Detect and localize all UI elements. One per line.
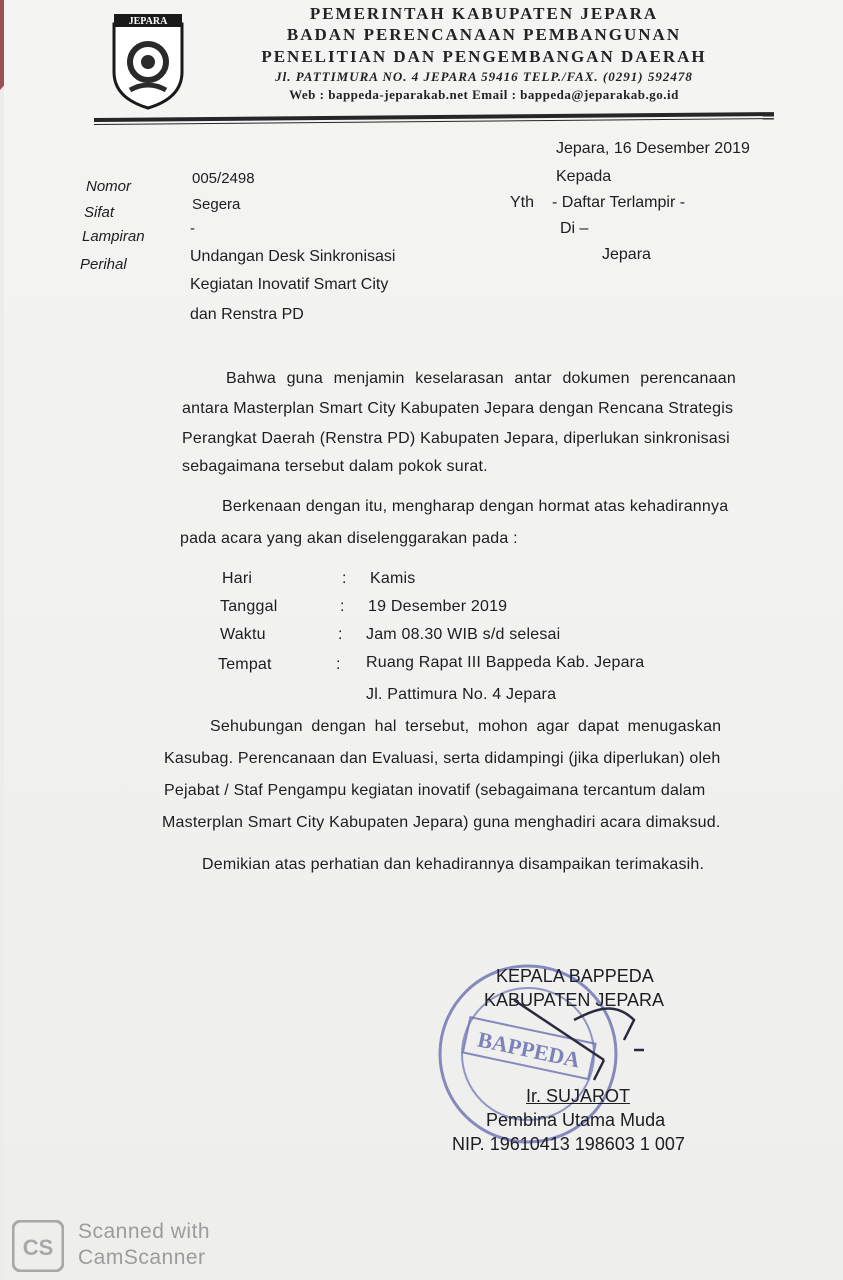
perihal-label: Perihal — [80, 256, 127, 273]
event-waktu-label: Waktu — [220, 626, 266, 643]
letterhead-web-email: Web : bappeda-jeparakab.net Email : bappeda@jeparakab.go.id — [289, 87, 679, 102]
letter-page — [4, 0, 843, 1280]
letterhead-text — [204, 4, 764, 104]
event-tempat-address: Jl. Pattimura No. 4 Jepara — [366, 686, 557, 703]
sifat-label: Sifat — [84, 204, 115, 221]
paragraph-2-line: Berkenaan dengan itu, mengharap dengan hormat atas kehadirannya — [222, 498, 729, 515]
recipient-name: - Daftar Terlampir - — [552, 194, 686, 211]
event-waktu-value: Jam 08.30 WIB s/d selesai — [366, 626, 561, 643]
paragraph-1-line: antara Masterplan Smart City Kabupaten Jepara dengan Rencana Strategis — [182, 400, 734, 417]
signer-rank: Pembina Utama Muda — [486, 1110, 666, 1130]
letterhead-agency-line2: PENELITIAN DAN PENGEMBANGAN DAERAH — [261, 47, 707, 66]
recipient-city: Jepara — [602, 246, 651, 263]
recipient-yth: Yth — [510, 194, 535, 211]
svg-text:BAPPEDA: BAPPEDA — [475, 1026, 583, 1073]
perihal-line: Undangan Desk Sinkronisasi — [190, 248, 396, 265]
handwritten-signature-icon — [454, 980, 654, 1090]
event-colon: : — [342, 570, 347, 587]
event-tempat-label: Tempat — [218, 656, 272, 673]
signature-title-2: KABUPATEN JEPARA — [484, 990, 665, 1010]
event-hari-label: Hari — [222, 570, 253, 587]
recipient-di: Di – — [560, 220, 589, 237]
sifat-value: Segera — [192, 196, 241, 213]
signer-nip: NIP. 19610413 198603 1 007 — [452, 1134, 685, 1154]
closing-sentence: Demikian atas perhatian dan kehadirannya disampaikan terimakasih. — [202, 856, 705, 873]
paragraph-3-line: Sehubungan dengan hal tersebut, mohon agar dapat menugaskan — [210, 718, 722, 735]
paragraph-3-line: Pejabat / Staf Pengampu kegiatan inovatif (sebagaimana tercantum dalam — [164, 782, 706, 799]
perihal-line: Kegiatan Inovatif Smart City — [190, 276, 389, 293]
event-colon: : — [336, 656, 341, 673]
svg-text:CS: CS — [22, 1235, 54, 1260]
event-tanggal-label: Tanggal — [220, 598, 278, 615]
signer-name: Ir. SUJAROT — [526, 1086, 631, 1106]
nomor-value: 005/2498 — [192, 170, 255, 187]
paragraph-1-line: sebagaimana tersebut dalam pokok surat. — [182, 458, 488, 475]
nomor-label: Nomor — [86, 178, 132, 195]
paragraph-3-line: Masterplan Smart City Kabupaten Jepara) guna menghadiri acara dimaksud. — [162, 814, 721, 831]
signature-title-1: KEPALA BAPPEDA — [496, 966, 654, 986]
recipient-kepada: Kepada — [556, 168, 612, 185]
camscanner-logo-icon — [12, 1220, 64, 1272]
paragraph-1-line: Bahwa guna menjamin keselarasan antar dokumen perencanaan — [226, 370, 736, 387]
svg-text:JEPARA: JEPARA — [128, 16, 168, 27]
lampiran-label: Lampiran — [82, 228, 145, 245]
jepara-emblem-logo — [108, 10, 188, 110]
event-tanggal-value: 19 Desember 2019 — [368, 598, 508, 615]
letterhead-agency-line1: BADAN PERENCANAAN PEMBANGUNAN — [286, 25, 682, 44]
lampiran-value: - — [190, 220, 195, 237]
letterhead-government: PEMERINTAH KABUPATEN JEPARA — [309, 4, 659, 23]
paragraph-1-line: Perangkat Daerah (Renstra PD) Kabupaten Jepara, diperlukan sinkronisasi — [182, 430, 730, 447]
watermark-line-2: CamScanner — [78, 1246, 206, 1269]
event-hari-value: Kamis — [370, 570, 416, 587]
event-tempat-value: Ruang Rapat III Bappeda Kab. Jepara — [366, 654, 645, 671]
letterhead-address: Jl. PATTIMURA NO. 4 JEPARA 59416 TELP./FAX. (0291) 592478 — [275, 69, 693, 84]
event-colon: : — [340, 598, 345, 615]
letter-date: Jepara, 16 Desember 2019 — [556, 140, 750, 157]
watermark-line-1: Scanned with — [78, 1220, 211, 1243]
paragraph-2-line: pada acara yang akan diselenggarakan pada : — [180, 530, 518, 547]
event-colon: : — [338, 626, 343, 643]
perihal-line: dan Renstra PD — [190, 306, 304, 323]
paragraph-3-line: Kasubag. Perencanaan dan Evaluasi, serta didampingi (jika diperlukan) oleh — [164, 750, 721, 767]
